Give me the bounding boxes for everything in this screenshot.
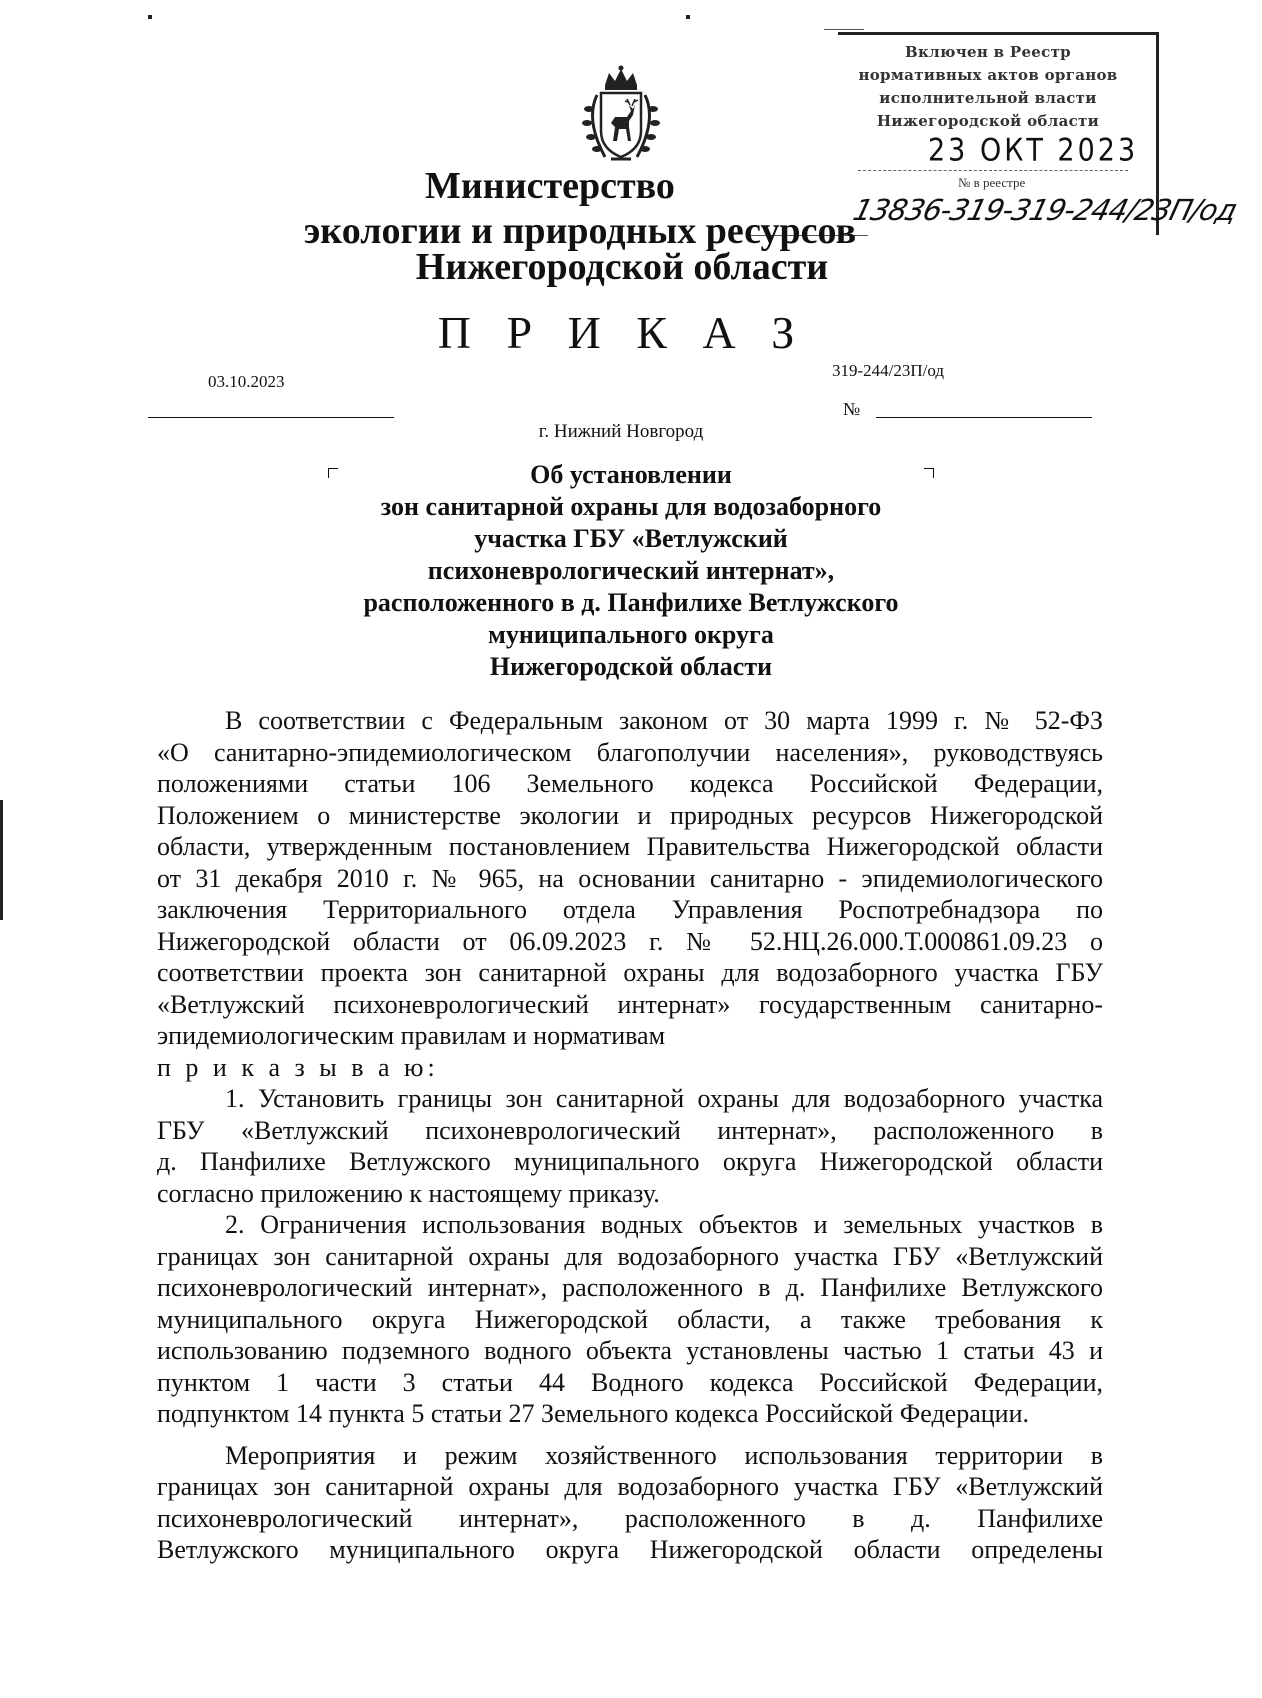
clause-2-line: психоневрологический интернат», расположенного в д. Панфилихе Ветлужского	[157, 1273, 1103, 1302]
clause-1-line: ГБУ «Ветлужский психоневрологический интернат», расположенного в	[157, 1115, 1103, 1145]
order-title-line: расположенного в д. Панфилихе Ветлужского	[363, 588, 899, 617]
body-line: Положением о министерстве экологии и природных ресурсов Нижегородской	[157, 800, 1103, 830]
clause-2-line: границах зон санитарной охраны для водозаборного участка ГБУ «Ветлужский	[157, 1241, 1103, 1271]
clause-2-line: использованию подземного водного объекта установлены частью 1 статьи 43 и	[157, 1336, 1103, 1365]
measures-line: Ветлужского муниципального округа Нижегородской области определены	[157, 1535, 1103, 1564]
stamp-registry-number: 13836-319-319-244/23П/од	[849, 193, 1240, 227]
body-line: от 31 декабря 2010 г. № 965, на основании санитарно - эпидемиологического	[157, 863, 1103, 893]
order-title-line: зон санитарной охраны для водозаборного	[380, 492, 882, 521]
org-name-line: Нижегородской области	[415, 246, 829, 288]
clause-2-line: муниципального округа Нижегородской области, а также требования к	[157, 1304, 1103, 1334]
stamp-rule	[824, 29, 864, 30]
date-underline	[148, 417, 394, 418]
document-date: 03.10.2023	[208, 372, 285, 391]
org-name-line: экологии и природных ресурсов	[303, 210, 857, 252]
number-underline	[876, 417, 1092, 418]
body-line: В соответствии с Федеральным законом от 30 марта 1999 г. № 52-ФЗ	[225, 706, 1103, 735]
order-title-line: Об установлении	[530, 460, 732, 489]
clause-2-line: пунктом 1 части 3 статьи 44 Водного кодекса Российской Федерации,	[157, 1367, 1103, 1397]
clause-2-line: 2. Ограничения использования водных объектов и земельных участков в	[225, 1210, 1103, 1239]
stamp-registry-caption: № в реестре	[958, 175, 1026, 190]
scan-speck	[0, 800, 3, 920]
order-title-line: муниципального округа	[488, 620, 774, 649]
measures-line: психоневрологический интернат», расположенного в д. Панфилихе	[157, 1503, 1103, 1533]
nizhny-novgorod-coat-of-arms-icon	[575, 65, 667, 165]
order-title-line: участка ГБУ «Ветлужский	[474, 524, 788, 553]
document-number: 319-244/23П/од	[832, 361, 945, 380]
stamp-date: 23 ОКТ 2023	[928, 132, 1139, 169]
scan-speck	[686, 15, 690, 19]
body-line: Нижегородской области от 06.09.2023 г. № 52.НЦ.26.000.Т.000861.09.23 о	[157, 926, 1103, 956]
clause-1-line: согласно приложению к настоящему приказу.	[157, 1178, 660, 1208]
scan-speck	[148, 15, 152, 19]
city-name: г. Нижний Новгород	[538, 421, 704, 442]
body-line: «О санитарно-эпидемиологическом благополучии населения», руководствуясь	[157, 737, 1103, 767]
stamp-line: Включен в Реестр	[905, 43, 1071, 61]
measures-line: границах зон санитарной охраны для водозаборного участка ГБУ «Ветлужский	[157, 1472, 1103, 1501]
stamp-line: нормативных актов органов	[858, 66, 1118, 84]
body-line: «Ветлужский психоневрологический интернат» государственным санитарно-	[157, 989, 1103, 1019]
org-name-line: Министерство	[425, 165, 675, 207]
body-line: положениями статьи 106 Земельного кодекса Российской Федерации,	[157, 769, 1103, 798]
clause-2-line: подпунктом 14 пункта 5 статьи 27 Земельного кодекса Российской Федерации.	[157, 1399, 1030, 1428]
body-line: области, утвержденным постановлением Правительства Нижегородской области	[157, 832, 1103, 861]
order-body	[157, 705, 1103, 1566]
body-line: соответствии проекта зон санитарной охраны для водозаборного участка ГБУ	[157, 958, 1103, 987]
document-type: П Р И К А З	[437, 307, 807, 358]
clause-1-line: д. Панфилихе Ветлужского муниципального округа Нижегородской области	[157, 1147, 1103, 1176]
body-line: эпидемиологическим правилам и нормативам	[157, 1021, 666, 1050]
number-sign: №	[843, 399, 861, 419]
measures-line: Мероприятия и режим хозяйственного использования территории в	[225, 1440, 1103, 1470]
stamp-line: Нижегородской области	[876, 112, 1100, 130]
stamp-line: исполнительной власти	[879, 89, 1097, 107]
order-title-line: психоневрологический интернат»,	[427, 556, 835, 585]
body-line: заключения Территориального отдела Управления Роспотребнадзора по	[157, 895, 1103, 924]
order-directive: п р и к а з ы в а ю:	[157, 1052, 439, 1082]
clause-1-line: 1. Установить границы зон санитарной охраны для водозаборного участка	[225, 1084, 1103, 1113]
order-title-line: Нижегородской области	[489, 652, 773, 681]
